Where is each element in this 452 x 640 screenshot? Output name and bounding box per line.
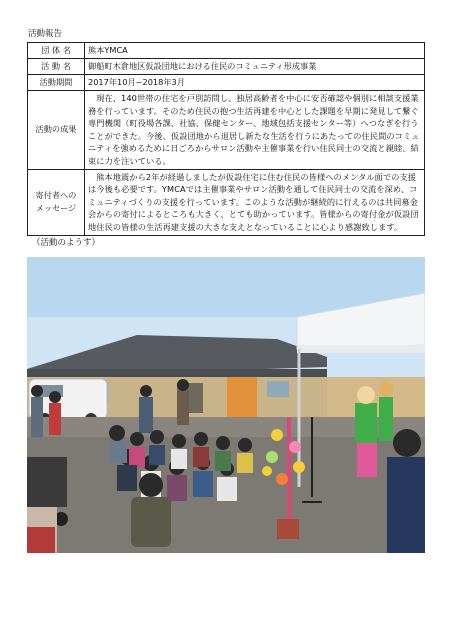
label-activity-name: 活 動 名 xyxy=(28,59,85,75)
value-results: 現在、140世帯の住宅を戸別訪問し、独居高齢者を中心に安否確認や個別に相談支援業務を行っています。そのため住民の抱つ生活再建を中心とした課題を早期に発見して繋ぐ専門機関（町役場各課、社協、保健センター、地域包括支援センター等）へつなぎを行うことができた。今後、仮設団地から退居し新たな生活を行うにあたっての住民間のコミュニティを強めるために日ごろからサロン活動や主催事業を行い住民同士の交流と親睦、結束に力を注いている。 xyxy=(85,91,425,170)
value-org-name: 熊本YMCA xyxy=(85,43,425,59)
label-results: 活動の成果 xyxy=(28,91,85,170)
value-message: 熊本地震から2年が経過しましたが仮設住宅に住む住民の皆様へのメンタル面での支援は今後も必要です。YMCAでは主催事業やサロン活動を通して住民同士の交流を深め、コミュニティづくりの支援を行っています。このような活動が継続的に行えるのは共同募金会からの寄付によるところも大きく、とても助かっています。皆様からの寄付金が仮設団地住民の皆様の生活再建支援の大きな支えとなっていることに心より感謝致します。 xyxy=(85,169,425,235)
row-activity-period xyxy=(28,75,425,91)
label-message: 寄付者への メッセージ xyxy=(28,169,85,235)
value-activity-period: 2017年10月~2018年3月 xyxy=(85,75,425,91)
row-results xyxy=(28,91,425,170)
row-org-name xyxy=(28,43,425,59)
row-activity-name xyxy=(28,59,425,75)
value-activity-name: 御船町木倉地区仮設団地における住民のコミュニティ形成事業 xyxy=(85,59,425,75)
photo-caption: （活動のようす） xyxy=(32,238,101,248)
label-org-name: 団 体 名 xyxy=(28,43,85,59)
activity-photo xyxy=(27,257,425,553)
label-activity-period: 活動期間 xyxy=(28,75,85,91)
report-table xyxy=(27,42,425,236)
report-heading: 活動報告 xyxy=(28,29,63,39)
row-message xyxy=(28,169,425,235)
activity-photo-illustration xyxy=(27,257,425,553)
